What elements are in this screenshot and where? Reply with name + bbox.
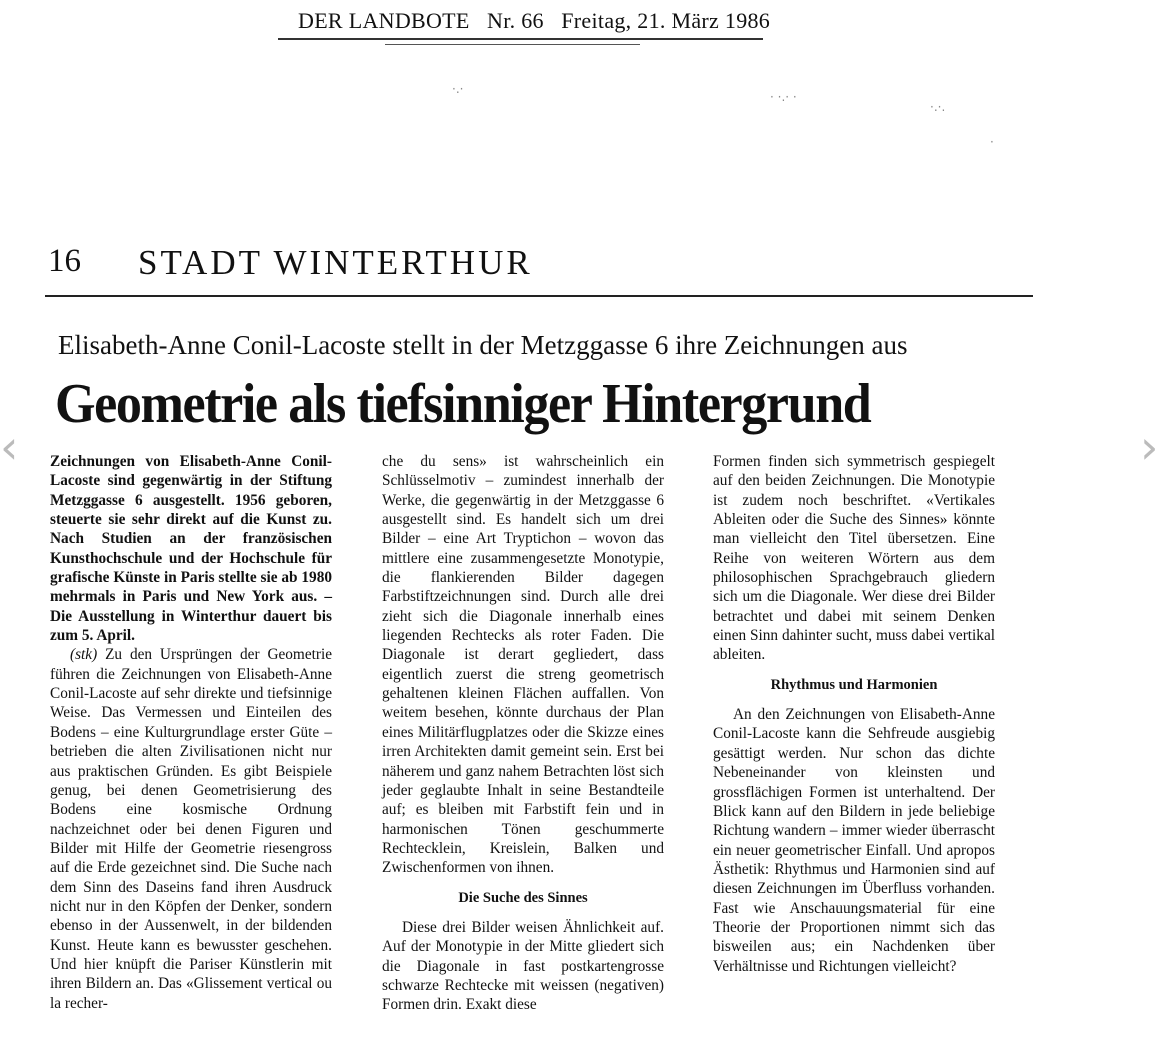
scan-speck: ·.·. — [930, 100, 946, 114]
article-paragraph: Diese drei Bilder weisen Ähnlichkeit auf. Auf der Monotypie in der Mitte gliedert sich die Diagonale in fast postkartengrosse schwarze Rechtecke mit weissen (negativen) Formen drin. Exakt diese — [382, 918, 664, 1014]
page-number: 16 — [48, 243, 81, 279]
article-subhead: Elisabeth-Anne Conil-Lacoste stellt in der Metzggasse 6 ihre Zeichnungen aus — [58, 330, 908, 360]
masthead — [298, 8, 770, 34]
section-rule — [45, 295, 1033, 297]
chevron-left-icon[interactable]: ‹ — [0, 420, 19, 474]
masthead-issue: Nr. 66 — [487, 8, 544, 33]
article-paragraph: An den Zeichnungen von Elisabeth-Anne Conil-Lacoste kann die Sehfreude ausgiebig gesättigt werden. Nur schon das dichte Nebeneinander von kleinsten und grossflächigen Formen ist unterhaltend. Der Blick kann auf den Bildern in jede beliebige Richtung wandern – immer wieder überrascht ein neuer geometrischer Einfall. Und apropos Ästhetik: Rhythmus und Harmonien sind auf diesen Zeichnungen im Überfluss vorhanden. Fast wie Anschauungsmaterial für eine Theorie der Proportionen nimmt sich das bisweilen aus; ein Nachdenken über Verhältnisse und Richtungen vielleicht? — [713, 706, 995, 975]
article-subtitle: Die Suche des Sinnes — [458, 889, 588, 906]
article-column-3 — [713, 452, 995, 976]
masthead-rule-secondary — [385, 44, 640, 45]
scan-speck: ·.· — [452, 82, 464, 96]
article-column-1 — [50, 452, 332, 1013]
article-body-text: Zu den Ursprüngen der Geometrie führen die Zeichnungen von Elisabeth-Anne Conil-Lacoste auf sehr direkte und tiefsinnige Weise. Das Vermessen und Einteilen des Bodens – eine Kulturgrundlage erster Güte – betrieben die alten Zivilisationen nicht nur aus praktischen Gründen. Es gibt Beispiele genug, bei denen Geometrisierung des Bodens eine kosmische Ordnung nachzeichnet oder bei denen Figuren und Bilder mit Hilfe der Geometrie riesengross auf die Erde gezeichnet sind. Die Suche nach dem Sinn des Daseins fand ihren Ausdruck nicht nur in den Köpfen der Denker, sondern ebenso in der Aussenwelt, in der bildenden Kunst. Heute kann es bewusster geschehen. Und hier knüpft die Pariser Künstlerin mit ihren Bildern an. Das «Glissement vertical ou la recher- — [50, 646, 332, 1012]
scan-speck: · ·.· · — [770, 90, 797, 104]
section-title: STADT WINTERTHUR — [138, 243, 533, 282]
article-paragraph: Formen finden sich symmetrisch gespiegelt auf den beiden Zeichnungen. Die Monotypie ist zudem noch beschriftet. «Vertikales Ableiten oder die Suche des Sinnes» könnte man vielleicht den Titel übersetzen. Eine Reihe von weiteren Wörtern aus dem philosophischen Sprachgebrauch gliedern sich um die Diagonale. Wer diese drei Bilder betrachtet und dabei mit seinem Denken einen Sinn dahinter sucht, muss dabei vertikal ableiten. — [713, 453, 995, 664]
chevron-right-icon[interactable]: › — [1140, 420, 1159, 474]
masthead-paper: DER LANDBOTE — [298, 8, 470, 33]
article-paragraph: che du sens» ist wahrscheinlich ein Schlüsselmotiv – zumindest innerhalb der Werke, die gegenwärtig in der Metzggasse 6 ausgestellt sind. Es handelt sich um drei Bilder – eine Art Tryptichon – wovon das mittlere eine zusammengesetzte Monotypie, die flankierenden Bilder dagegen Farbstiftzeichnungen sind. Durch alle drei zieht sich die Diagonale innerhalb eines liegenden Rechtecks als roter Faden. Die Diagonale ist derart gegliedert, dass eigentlich zuerst die streng geometrisch gehaltenen kleinen Flächen auffallen. Von weitem besehen, könnte durchaus der Plan eines Militärflugplatzes oder die Skizze eines irren Architekten damit gemeint sein. Erst bei näherem und ganz nahem Betrachten löst sich jeder geglaubte Inhalt in seine Bestandteile auf; es bleiben mit Farbstift fein und in harmonischen Tönen geschummerte Rechtecklein, Kreislein, Balken und Zwischenformen von ihnen. — [382, 453, 664, 877]
scan-speck: · — [990, 135, 994, 149]
article-paragraph — [50, 645, 332, 1013]
masthead-rule — [278, 38, 763, 40]
byline: (stk) — [70, 646, 98, 664]
article-headline: Geometrie als tiefsinniger Hintergrund — [55, 373, 871, 435]
article-lead: Zeichnungen von Elisabeth-Anne Conil-Lacoste sind gegenwärtig in der Stiftung Metzggasse 6 ausgestellt. 1956 geboren, steuerte sie sehr direkt auf die Kunst zu. Nach Studien an der französischen Kunsthochschule und der Hochschule für grafische Künste in Paris stellte sie ab 1980 mehrmals in Paris und New York aus. – Die Ausstellung in Winterthur dauert bis zum 5. April. — [50, 453, 332, 645]
article-subtitle: Rhythmus und Harmonien — [770, 676, 938, 693]
masthead-date: Freitag, 21. März 1986 — [561, 8, 771, 33]
article-column-2 — [382, 452, 664, 1015]
